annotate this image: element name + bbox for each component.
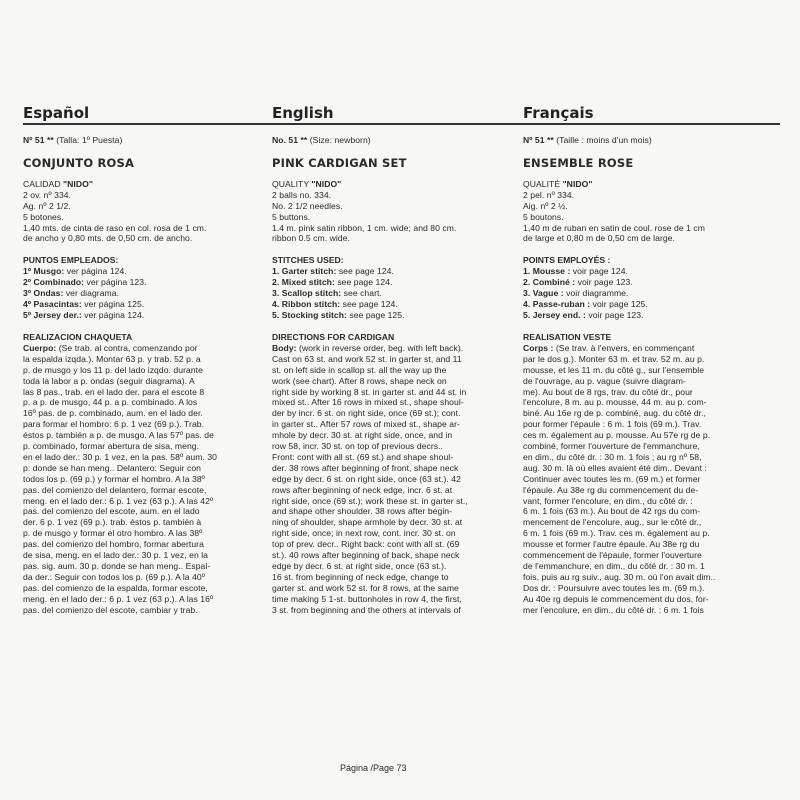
directions-text: pas. del comienzo del escote, aum. en el lado [23, 506, 200, 517]
directions-line [272, 506, 526, 517]
stitch-name: 5º Jersey der.: [23, 309, 82, 320]
stitch-item [523, 299, 777, 310]
directions-text: toda la labor a p. ondas (seguir diagrama). A [23, 375, 195, 386]
directions-line [23, 408, 277, 419]
stitch-reference: voir diagramme. [563, 288, 629, 299]
stitch-name: 1º Musgo: [23, 266, 65, 277]
directions-text: aug. 30 m. là où elles avaient été dim.. Devant : [523, 462, 707, 473]
material-line: ribbon 0.5 cm. wide. [272, 233, 350, 244]
stitches-heading: POINTS EMPLOYÉS : [523, 255, 611, 266]
directions-es [23, 332, 277, 616]
directions-line [23, 343, 277, 354]
stitch-reference: voir page 125. [590, 299, 648, 310]
directions-text: (Se trab. al contra, comenzando por [56, 342, 198, 353]
directions-text: right side, once (69 st.); work these st. in garter st., [272, 495, 468, 506]
directions-label: Corps : [523, 342, 554, 353]
directions-text: 16º pas. de p. combinado, aum. en el lado der. [23, 408, 203, 419]
directions-line [523, 485, 777, 496]
material-line: 1,40 mts. de cinta de raso en col. rosa de 1 cm. [23, 222, 207, 233]
directions-text: p. a p. de musgo, 44 p. a p. combinado. A los [23, 397, 198, 408]
column-spanish [23, 103, 277, 616]
stitch-item [272, 299, 526, 310]
directions-heading: REALIZACION CHAQUETA [23, 331, 133, 342]
stitch-item [523, 266, 777, 277]
material-line: No. 2 1/2 needles. [272, 200, 343, 211]
directions-text: vant, former l'encolure, en dim., du côté dr. : [523, 495, 693, 506]
stitch-item [272, 277, 526, 288]
directions-text: 6 m. 1 fois (69 m.). Trav. ces m. également au p. [523, 528, 710, 539]
stitch-name: 2. Mixed stitch: [272, 277, 335, 288]
directions-line [272, 441, 526, 452]
stitch-name: 1. Garter stitch: [272, 266, 337, 277]
material-line: Ag. nº 2 1/2. [23, 200, 71, 211]
stitch-name: 5. Stocking stitch: [272, 309, 347, 320]
stitch-item [523, 277, 777, 288]
quality-line [23, 179, 277, 190]
directions-line [23, 365, 277, 376]
directions-text: right side by working 8 st. in garter st. and 44 st. in [272, 386, 467, 397]
stitch-item [272, 310, 526, 321]
directions-line [272, 572, 526, 583]
directions-line [23, 550, 277, 561]
directions-line [272, 365, 526, 376]
column-english [272, 103, 526, 616]
directions-line [23, 430, 277, 441]
directions-line [272, 408, 526, 419]
stitches-heading: STITCHES USED: [272, 255, 344, 266]
directions-line [523, 387, 777, 398]
directions-line [23, 419, 277, 430]
directions-text: todos los p. (69 p.) y formar el hombro. A la 38º [23, 473, 205, 484]
stitch-reference: see page 125. [346, 309, 405, 320]
directions-text: p. combinado, formar abertura de sisa, meng. [23, 441, 200, 452]
directions-body [523, 343, 777, 616]
directions-line [272, 354, 526, 365]
directions-line [23, 539, 277, 550]
quality-label: CALIDAD [23, 178, 64, 189]
directions-text: meng. en el lado der.: 6 p. 1 vez (63 p.). A las 42º [23, 495, 214, 506]
material-line: 2 pel. nº 334. [523, 189, 575, 200]
directions-line [272, 474, 526, 485]
material-line: 2 balls no. 334. [272, 189, 332, 200]
directions-text: (Se trav. à l'envers, en commençant [553, 342, 695, 353]
directions-text: work (see chart). After 8 rows, shape neck on [272, 375, 447, 386]
directions-line [523, 506, 777, 517]
directions-text: time making 5 1-st. buttonholes in row 4, the first, [272, 593, 462, 604]
directions-line [523, 376, 777, 387]
directions-text: mhole by decr. 30 st. at right side, once, and in [272, 430, 453, 441]
directions-text: fois, puis au rg suiv., aug. 30 m. où l'on avait dim.. [523, 571, 716, 582]
stitch-item [23, 266, 277, 277]
directions-text: and shape other shoulder. 38 rows after begin- [272, 506, 453, 517]
material-line: Aig. nº 2 ½. [523, 200, 568, 211]
stitch-reference: see page 124. [334, 277, 393, 288]
directions-line [272, 376, 526, 387]
stitch-name: 4. Ribbon stitch: [272, 299, 341, 310]
directions-line [272, 539, 526, 550]
directions-text: combiné, former l'ouverture de l'emmanchure, [523, 441, 700, 452]
stitch-item [23, 310, 277, 321]
pattern-title-en: PINK CARDIGAN SET [272, 155, 407, 170]
stitch-name: 3. Vague : [523, 288, 564, 299]
directions-text: la espalda izqda.). Montar 63 p. y trab. 52 p. a [23, 353, 201, 364]
directions-text: mixed st.. After 16 rows in mixed st., shape shoul- [272, 397, 464, 408]
stitch-reference: voir page 124. [570, 266, 628, 277]
directions-text: top of prev. decr.. Right back: cont with all st. (69 [272, 539, 460, 550]
directions-text: da der.: Seguir con todos los p. (69 p.). A la 40º [23, 571, 205, 582]
directions-text: de l'ouvrage, au p. vague (suivre diagram- [523, 375, 686, 386]
stitch-reference: ver página 124. [64, 266, 127, 277]
directions-text: de sisa, meng. en el lado der.: 30 p. 1 vez, en la [23, 550, 208, 561]
directions-line [523, 365, 777, 376]
directions-text: éstos p. también a p. de musgo. A las 57º pas. de [23, 430, 214, 441]
directions-text: me). Au bout de 8 rgs, trav. du côté dr., pour [523, 386, 693, 397]
stitch-reference: see chart. [341, 288, 382, 299]
size-text: (Size: newborn) [307, 135, 371, 145]
stitches-list [272, 266, 526, 321]
pattern-number-label: Nº 51 ** [523, 135, 554, 145]
directions-line [523, 419, 777, 430]
directions-line [272, 387, 526, 398]
materials-list [23, 190, 277, 245]
stitch-name: 4º Pasacintas: [23, 299, 82, 310]
directions-text: edge by decr. 6 st. on right side, once (63 st.). 42 [272, 473, 461, 484]
directions-line [23, 485, 277, 496]
directions-line [523, 474, 777, 485]
stitch-item [23, 299, 277, 310]
directions-line [23, 594, 277, 605]
directions-text: meng. en el lado der.: 6 p. 1 vez (63 p.). A las 16º [23, 593, 214, 604]
directions-fr [523, 332, 777, 616]
stitch-item [272, 266, 526, 277]
material-line: de ancho y 0,80 mts. de 0,50 cm. de ancho. [23, 233, 193, 244]
stitch-reference: see page 124. [336, 266, 394, 277]
directions-text: biné. Au 16e rg de p. combiné, aug. du côté dr., [523, 408, 706, 419]
directions-line [523, 528, 777, 539]
directions-line [523, 441, 777, 452]
directions-text: st.). 40 rows after beginning of back, shape neck [272, 550, 460, 561]
directions-text: commencement de l'épaule, former l'ouverture [523, 550, 702, 561]
quality-value: "NIDO" [562, 178, 593, 189]
directions-line [23, 528, 277, 539]
stitches-heading: PUNTOS EMPLEADOS: [23, 255, 119, 266]
quality-value: "NIDO" [311, 178, 342, 189]
stitch-reference: ver página 123. [84, 277, 147, 288]
directions-line [272, 419, 526, 430]
stitch-reference: ver diagrama. [63, 288, 120, 299]
directions-line [523, 397, 777, 408]
directions-text: de l'emmanchure, en dim., du côté dr. : 30 m. 1 [523, 561, 705, 571]
directions-text: 6 m. 1 fois (63 m.). Au bout de 42 rgs du com- [523, 506, 701, 517]
pattern-title-es: CONJUNTO ROSA [23, 155, 135, 170]
stitches-es [23, 255, 277, 321]
directions-text: der. 6 p. 1 vez (69 p.). trab. éstos p. también à [23, 517, 202, 528]
stitch-item [23, 288, 277, 299]
stitch-name: 2º Combinado: [23, 277, 85, 288]
quality-line [523, 179, 777, 190]
directions-line [23, 452, 277, 463]
directions-line [272, 430, 526, 441]
material-line: 1,40 m de ruban en satin de coul. rose de 1 cm [523, 222, 705, 233]
stitch-reference: ver página 125. [81, 299, 145, 310]
directions-line [523, 430, 777, 441]
stitch-reference: voir page 123. [585, 309, 644, 320]
directions-text: right side, once; in next row, cont. incr. 30 st. on [272, 528, 456, 539]
directions-line [523, 343, 777, 354]
material-line: 2 ov. nº 334. [23, 189, 72, 200]
directions-text: p. donde se han meng.. Delantero: Seguir con [23, 462, 202, 473]
directions-text: row 58, incr. 30 st. on top of previous decrs.. [272, 441, 443, 452]
directions-line [23, 441, 277, 452]
pattern-number-es [23, 135, 277, 146]
pattern-number-fr [523, 135, 777, 146]
size-text: (Talla: 1º Puesta) [53, 135, 123, 145]
directions-line [523, 594, 777, 605]
stitch-item [23, 277, 277, 288]
directions-text: mencement de l'encolure, aug., sur le côté dr., [523, 517, 702, 528]
directions-line [272, 605, 526, 616]
directions-line [523, 452, 777, 463]
directions-line [23, 474, 277, 485]
pattern-title-fr: ENSEMBLE ROSE [523, 155, 634, 170]
directions-line [523, 408, 777, 419]
directions-text: ces m. également au p. mousse. Au 57e rg de p. [523, 430, 711, 441]
directions-text: pas. del comienzo del hombro, formar abertura [23, 539, 204, 550]
directions-line [523, 354, 777, 365]
directions-text: Dos dr. : Poursuivre avec toutes les m. (69 m.). [523, 582, 705, 593]
directions-line [523, 463, 777, 474]
directions-line [23, 561, 277, 572]
stitch-reference: voir page 123. [575, 277, 633, 288]
directions-text: pas. del comienzo de la espalda, formar escote, [23, 582, 208, 593]
stitch-item [523, 288, 777, 299]
size-text: (Taille : moins d'un mois) [553, 135, 652, 145]
stitches-list [23, 266, 277, 321]
stitch-item [272, 288, 526, 299]
material-line: de large et 0,80 m de 0,50 cm de large. [523, 233, 675, 244]
page-footer: Página /Page 73 [340, 763, 407, 773]
stitches-fr [523, 255, 777, 321]
directions-line [272, 343, 526, 354]
materials-fr [523, 179, 777, 244]
directions-text: der. 38 rows after beginning of front, shape neck [272, 462, 459, 473]
material-line: 5 boutons. [523, 211, 564, 222]
stitch-name: 5. Jersey end. : [523, 309, 586, 320]
directions-text: pour former l'épaule : 6 m. 1 fois (69 m.). Trav. [523, 419, 702, 430]
directions-text: pas. del comienzo del escote, cambiar y trab. [23, 604, 198, 615]
directions-line [272, 517, 526, 528]
directions-body [23, 343, 277, 616]
directions-text: p. de musgo y formar el otro hombro. A las 38º [23, 528, 203, 539]
language-heading-en: English [272, 103, 520, 124]
directions-text: l'encolure, 8 m. au p. mousse, 44 m. au p. com- [523, 397, 707, 408]
stitch-reference: see page 124. [340, 299, 398, 310]
directions-text: ning of shoulder, shape armhole by decr. 30 st. at [272, 517, 463, 528]
directions-text: der by incr. 6 st. on right side, once (69 st.); cont. [272, 408, 461, 419]
directions-text: Cast on 63 st. and work 52 st. in garter st, and 11 [272, 353, 462, 364]
directions-line [523, 583, 777, 594]
directions-text: pas. sig. aum. 30 p. donde se han meng.. Espal- [23, 561, 211, 571]
stitch-name: 3. Scallop stitch: [272, 288, 342, 299]
material-line: 5 botones. [23, 211, 64, 222]
directions-text: en dim., du côté dr. : 30 m. 1 fois ; au rg nº 58, [523, 451, 702, 462]
directions-line [272, 496, 526, 507]
directions-line [272, 561, 526, 572]
directions-body [272, 343, 526, 616]
directions-line [23, 517, 277, 528]
directions-text: st. on left side in scallop st. all the way up the [272, 364, 447, 375]
directions-text: in garter st.. After 57 rows of mixed st., shape ar- [272, 419, 460, 430]
directions-text: Front: cont with all st. (69 st.) and shape shoul- [272, 451, 454, 462]
stitch-name: 3º Ondas: [23, 288, 64, 299]
pattern-number-en [272, 135, 526, 146]
stitches-list [523, 266, 777, 321]
directions-line [523, 496, 777, 507]
directions-line [23, 387, 277, 398]
directions-heading: REALISATION VESTE [523, 331, 612, 342]
material-line: 5 buttons. [272, 211, 311, 222]
directions-line [272, 583, 526, 594]
quality-label: QUALITÉ [523, 178, 563, 189]
directions-heading: DIRECTIONS FOR CARDIGAN [272, 331, 395, 342]
directions-line [272, 528, 526, 539]
directions-line [523, 561, 777, 572]
directions-line [23, 376, 277, 387]
directions-text: Au 40e rg depuis le commencement du dos, for- [523, 593, 709, 604]
directions-text: (work in reverse order, beg. with left back). [296, 342, 464, 353]
directions-text: mousse, et les 11 m. du côté g., sur l'ensemble [523, 364, 705, 375]
directions-line [23, 463, 277, 474]
directions-line [523, 539, 777, 550]
directions-line [523, 550, 777, 561]
directions-line [272, 485, 526, 496]
directions-text: 3 st. from beginning and the others at intervals of [272, 604, 461, 615]
stitch-name: 1. Mousse : [523, 266, 571, 277]
directions-text: Continuer avec toutes les m. (69 m.) et former [523, 473, 701, 484]
directions-text: 16 st. from beginning of neck edge, change to [272, 571, 449, 582]
directions-line [23, 506, 277, 517]
stitch-reference: ver página 124. [81, 309, 145, 320]
directions-text: las 8 pas., trab. en el lado der. para el escote 8 [23, 386, 205, 397]
directions-line [23, 397, 277, 408]
quality-value: "NIDO" [63, 178, 93, 189]
directions-label: Cuerpo: [23, 342, 57, 353]
directions-text: par le dos g.). Monter 63 m. et trav. 52 m. au p. [523, 353, 705, 364]
directions-text: l'épaule. Au 38e rg du commencement du de- [523, 484, 699, 495]
materials-en [272, 179, 526, 244]
language-heading-fr: Français [523, 103, 771, 124]
directions-text: p. de musgo y los 11 p. del lado izqdo. durante [23, 364, 203, 375]
directions-line [272, 550, 526, 561]
quality-label: QUALITY [272, 178, 312, 189]
stitch-item [523, 310, 777, 321]
directions-line [23, 572, 277, 583]
language-heading-es: Español [23, 103, 271, 124]
directions-line [272, 463, 526, 474]
directions-line [523, 605, 777, 616]
directions-line [272, 452, 526, 463]
stitch-name: 2. Combiné : [523, 277, 576, 288]
directions-text: pas. del comienzo del delantero, formar escote, [23, 484, 207, 495]
directions-text: rows after beginning of neck edge, incr. 6 st. at [272, 484, 453, 495]
directions-text: para formar el hombro: 6 p. 1 vez (69 p.). Trab. [23, 419, 205, 430]
directions-en [272, 332, 526, 616]
directions-line [23, 583, 277, 594]
directions-line [523, 572, 777, 583]
stitches-en [272, 255, 526, 321]
directions-text: mer l'encolure, en dim., du côté dr. : 6 m. 1 fois [523, 604, 704, 615]
directions-text: edge by decr. 6 st. at right side, once (63 st.). [272, 561, 447, 571]
directions-text: mousse et former l'autre épaule. Au 38e rg du [523, 539, 700, 550]
materials-es [23, 179, 277, 244]
directions-line [23, 605, 277, 616]
material-line: 1.4 m. pink satin ribbon, 1 cm. wide; and 80 cm. [272, 222, 457, 233]
directions-line [23, 496, 277, 507]
directions-line [272, 594, 526, 605]
directions-label: Body: [272, 342, 297, 353]
directions-line [272, 397, 526, 408]
materials-list [272, 190, 526, 245]
column-french [523, 103, 777, 616]
pattern-number-label: Nº 51 ** [23, 135, 54, 145]
quality-line [272, 179, 526, 190]
directions-line [523, 517, 777, 528]
directions-text: en el lado der.: 30 p. 1 vez, en la pas. 58º aum. 30 [23, 451, 217, 462]
pattern-number-label: No. 51 ** [272, 135, 308, 145]
stitch-name: 4. Passe-ruban : [523, 299, 591, 310]
directions-text: garter st. and work 52 st. for 8 rows, at the same [272, 582, 459, 593]
materials-list [523, 190, 777, 245]
directions-line [23, 354, 277, 365]
